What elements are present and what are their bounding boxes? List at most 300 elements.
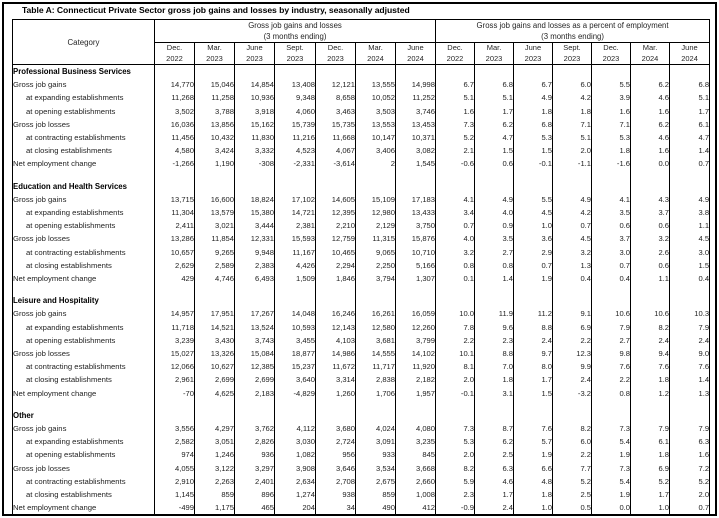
cell-count-1: 3,122 [195,462,235,475]
cell-count-4: 15,735 [316,118,356,131]
cell-count-4: 3,463 [316,105,356,118]
cell-count-4: 8,658 [316,91,356,104]
cell-percent-4: -1.6 [592,157,631,170]
cell-percent-1: 6.2 [475,435,514,448]
spacer-cell [592,171,631,180]
spacer-cell [436,171,475,180]
spacer-cell [235,400,275,409]
table-row [13,219,710,232]
section-header-blank-cell [553,65,592,79]
cell-percent-6: 7.9 [670,321,710,334]
spacer-cell [514,285,553,294]
cell-count-1: 16,600 [195,193,235,206]
cell-percent-6: 4.7 [670,131,710,144]
cell-count-2: 465 [235,501,275,515]
cell-count-3: 3,455 [275,334,316,347]
cell-count-2: 2,383 [235,259,275,272]
cell-percent-0: 1.6 [436,105,475,118]
spacer-cell [631,285,670,294]
table-row [13,347,710,360]
cell-percent-5: 4.3 [631,193,670,206]
cell-count-6: 11,920 [396,360,436,373]
cell-percent-4: 0.6 [592,219,631,232]
cell-count-1: 4,625 [195,387,235,400]
cell-percent-0: 4.0 [436,232,475,245]
cell-percent-2: 8.0 [514,360,553,373]
section-header-blank-cell [514,294,553,307]
cell-count-5: 490 [356,501,396,515]
section-header-blank-cell [670,409,710,422]
section-header-blank-cell [195,65,235,79]
cell-count-2: -308 [235,157,275,170]
cell-percent-3: 2.0 [553,144,592,157]
cell-count-2: 12,331 [235,232,275,245]
spacer-cell [396,171,436,180]
spacer-cell [275,171,316,180]
cell-count-3: 3,908 [275,462,316,475]
section-header-blank-cell [553,180,592,193]
cell-percent-3: -1.1 [553,157,592,170]
table-row [13,435,710,448]
section-header-blank-cell [195,294,235,307]
cell-count-5: 15,109 [356,193,396,206]
year: 2023 [485,53,503,63]
cell-count-5: 933 [356,448,396,461]
cell-count-4: 12,121 [316,78,356,91]
section-header-blank-cell [235,180,275,193]
cell-count-0: 14,957 [155,307,195,320]
cell-percent-0: 0.8 [436,259,475,272]
cell-percent-6: 6.1 [670,118,710,131]
cell-count-4: 11,668 [316,131,356,144]
cell-count-0: 11,304 [155,206,195,219]
cell-percent-0: 5.2 [436,131,475,144]
cell-percent-4: 1.8 [592,144,631,157]
cell-percent-6: 1.6 [670,448,710,461]
row-label: Gross job losses [13,347,155,360]
section-header-blank-cell [275,409,316,422]
month: Mar. [207,43,222,52]
cell-count-0: 13,286 [155,232,195,245]
table-row [13,259,710,272]
cell-count-3: 13,408 [275,78,316,91]
cell-percent-3: 8.2 [553,422,592,435]
cell-percent-3: 2.5 [553,488,592,501]
cell-percent-0: 2.0 [436,448,475,461]
cell-percent-3: 7.7 [553,462,592,475]
cell-count-4: 16,246 [316,307,356,320]
cell-count-1: 2,589 [195,259,235,272]
cell-percent-6: 0.7 [670,157,710,170]
cell-count-0: 1,145 [155,488,195,501]
cell-percent-5: 6.2 [631,78,670,91]
cell-percent-6: 1.4 [670,373,710,386]
cell-percent-5: 0.6 [631,219,670,232]
cell-percent-4: 1.9 [592,488,631,501]
cell-count-3: 1,274 [275,488,316,501]
cell-percent-2: 0.7 [514,259,553,272]
cell-percent-4: 1.6 [592,105,631,118]
row-label: at opening establishments [13,448,155,461]
section-spacer-row [13,171,710,180]
cell-percent-3: 2.2 [553,334,592,347]
cell-percent-2: 4.9 [514,91,553,104]
cell-percent-1: 0.6 [475,157,514,170]
section-header-blank-cell [514,180,553,193]
cell-percent-5: 1.1 [631,272,670,285]
spacer-cell [155,400,195,409]
cell-count-0: 3,502 [155,105,195,118]
cell-count-6: 3,082 [396,144,436,157]
cell-percent-0: 3.4 [436,206,475,219]
header-period-percent-4 [592,43,631,65]
header-period-percent-0 [436,43,475,65]
cell-percent-5: 0.0 [631,157,670,170]
cell-percent-3: 9.9 [553,360,592,373]
cell-count-5: 3,534 [356,462,396,475]
section-header-blank-cell [235,294,275,307]
cell-percent-3: 0.5 [553,501,592,515]
header-group-percent [436,20,710,43]
cell-percent-4: 10.6 [592,307,631,320]
row-label: at closing establishments [13,373,155,386]
cell-percent-2: 1.5 [514,387,553,400]
cell-percent-5: 1.8 [631,373,670,386]
section-header-blank-cell [592,65,631,79]
cell-percent-1: 1.7 [475,488,514,501]
table-row [13,78,710,91]
cell-count-2: 11,830 [235,131,275,144]
section-header-blank-cell [436,65,475,79]
cell-percent-2: 1.8 [514,105,553,118]
cell-count-1: 13,326 [195,347,235,360]
cell-count-1: 3,424 [195,144,235,157]
cell-count-1: 10,627 [195,360,235,373]
cell-count-2: 2,826 [235,435,275,448]
cell-percent-1: 4.6 [475,475,514,488]
cell-percent-3: 6.9 [553,321,592,334]
month: June [407,43,424,52]
section-header-blank-cell [436,294,475,307]
cell-percent-2: 8.8 [514,321,553,334]
section-header-blank-cell [592,180,631,193]
cell-count-0: 3,556 [155,422,195,435]
cell-count-6: 10,371 [396,131,436,144]
header-period-percent-2 [514,43,553,65]
cell-count-2: 2,183 [235,387,275,400]
header-period-percent-3 [553,43,592,65]
section-header-blank-cell [592,409,631,422]
table-row [13,246,710,259]
section-header-blank-cell [396,180,436,193]
cell-count-2: 14,854 [235,78,275,91]
month: Mar. [486,43,502,52]
cell-percent-1: 1.5 [475,144,514,157]
cell-percent-6: 1.4 [670,144,710,157]
cell-percent-3: 4.2 [553,91,592,104]
section-header-blank-cell [155,65,195,79]
cell-count-4: 3,680 [316,422,356,435]
cell-count-2: 3,332 [235,144,275,157]
section-header-blank-cell [356,294,396,307]
cell-count-5: 3,406 [356,144,396,157]
cell-percent-0: 2.2 [436,334,475,347]
cell-percent-0: 2.1 [436,144,475,157]
cell-count-0: 4,580 [155,144,195,157]
section-header-blank-cell [475,65,514,79]
row-label: Gross job losses [13,118,155,131]
row-label: Net employment change [13,387,155,400]
table-body [13,65,710,516]
cell-count-2: 15,084 [235,347,275,360]
section-header-blank-cell [155,180,195,193]
cell-percent-6: 0.4 [670,272,710,285]
gross-job-gains-losses-table [12,19,710,516]
year: 2023 [286,53,304,63]
cell-count-3: 2,634 [275,475,316,488]
section-header-blank-cell [195,409,235,422]
cell-count-3: 17,102 [275,193,316,206]
section-header-blank-cell [195,180,235,193]
table-row [13,307,710,320]
cell-percent-5: 1.2 [631,387,670,400]
table-row [13,501,710,515]
cell-count-1: 11,258 [195,91,235,104]
cell-count-0: 16,036 [155,118,195,131]
cell-count-6: 3,668 [396,462,436,475]
section-header-blank-cell [514,409,553,422]
cell-count-2: 3,444 [235,219,275,232]
header-group-percent-sub: (3 months ending) [541,32,604,41]
section-header-blank-cell [235,65,275,79]
cell-count-3: -4,829 [275,387,316,400]
cell-count-3: 4,060 [275,105,316,118]
table-row [13,91,710,104]
cell-percent-5: 1.8 [631,448,670,461]
table-row [13,118,710,131]
cell-percent-6: 2.4 [670,334,710,347]
cell-percent-2: 11.2 [514,307,553,320]
spacer-cell [195,400,235,409]
cell-percent-3: 1.8 [553,105,592,118]
cell-percent-1: 6.8 [475,78,514,91]
section-header-blank-cell [396,65,436,79]
cell-percent-1: 0.8 [475,259,514,272]
cell-count-1: 14,521 [195,321,235,334]
cell-percent-2: 9.7 [514,347,553,360]
cell-count-0: 13,715 [155,193,195,206]
cell-count-1: 1,190 [195,157,235,170]
cell-percent-3: 1.3 [553,259,592,272]
cell-percent-4: 5.5 [592,78,631,91]
cell-percent-0: 6.7 [436,78,475,91]
section-header-blank-cell [670,294,710,307]
table-row [13,272,710,285]
cell-count-6: 14,102 [396,347,436,360]
spacer-cell [670,285,710,294]
cell-percent-1: 3.1 [475,387,514,400]
year: 2023 [206,53,223,63]
cell-percent-5: 1.6 [631,144,670,157]
year: 2023 [602,53,620,63]
cell-count-0: 2,629 [155,259,195,272]
table-row [13,448,710,461]
cell-percent-5: 4.6 [631,91,670,104]
cell-percent-1: 8.7 [475,422,514,435]
year: 2022 [446,53,464,63]
cell-percent-0: -0.1 [436,387,475,400]
cell-count-3: 10,593 [275,321,316,334]
header-period-counts-5 [356,43,396,65]
cell-percent-3: 7.1 [553,118,592,131]
cell-count-5: 11,717 [356,360,396,373]
spacer-cell [195,285,235,294]
cell-count-4: 1,260 [316,387,356,400]
section-header-blank-cell [670,65,710,79]
cell-percent-2: 6.6 [514,462,553,475]
cell-percent-4: 7.9 [592,321,631,334]
header-period-percent-6 [670,43,710,65]
cell-percent-5: 1.0 [631,501,670,515]
row-label: at opening establishments [13,334,155,347]
spacer-cell [396,285,436,294]
cell-percent-0: 5.9 [436,475,475,488]
spacer-cell [475,400,514,409]
cell-percent-4: 5.4 [592,435,631,448]
spacer-cell [235,285,275,294]
cell-count-6: 3,746 [396,105,436,118]
cell-percent-6: 1.3 [670,387,710,400]
cell-count-1: 13,856 [195,118,235,131]
section-header-blank-cell [316,65,356,79]
spacer-cell [436,285,475,294]
cell-percent-3: 4.9 [553,193,592,206]
cell-percent-5: 1.6 [631,105,670,118]
row-label: Gross job losses [13,232,155,245]
cell-count-3: 4,523 [275,144,316,157]
cell-count-4: 2,708 [316,475,356,488]
cell-count-6: 10,710 [396,246,436,259]
year: 2024 [407,53,424,63]
cell-percent-5: 1.7 [631,488,670,501]
spacer-cell [356,400,396,409]
cell-percent-0: 3.2 [436,246,475,259]
spacer-cell [316,171,356,180]
cell-count-2: 15,380 [235,206,275,219]
cell-count-3: 18,877 [275,347,316,360]
section-header-row [13,65,710,79]
cell-count-2: 9,948 [235,246,275,259]
cell-count-0: 11,718 [155,321,195,334]
table-header [13,20,710,65]
cell-percent-6: 6.8 [670,78,710,91]
cell-percent-5: 6.2 [631,118,670,131]
cell-percent-2: 6.8 [514,118,553,131]
cell-percent-6: 2.0 [670,488,710,501]
cell-percent-6: 1.1 [670,219,710,232]
cell-percent-4: 5.4 [592,475,631,488]
cell-percent-3: 5.2 [553,475,592,488]
cell-count-5: 11,315 [356,232,396,245]
cell-count-1: 1,246 [195,448,235,461]
section-header-blank-cell [475,180,514,193]
cell-count-1: 859 [195,488,235,501]
cell-percent-5: 10.6 [631,307,670,320]
section-header-blank-cell [356,409,396,422]
spacer-cell [631,400,670,409]
cell-count-5: 859 [356,488,396,501]
table-row [13,488,710,501]
section-title: Leisure and Hospitality [13,294,155,307]
cell-count-2: 13,524 [235,321,275,334]
cell-count-4: 14,986 [316,347,356,360]
header-period-percent-1 [475,43,514,65]
header-period-counts-4 [316,43,356,65]
cell-count-2: 18,824 [235,193,275,206]
header-group-percent-label: Gross job gains and losses as a percent of employment [476,21,669,30]
cell-count-3: 4,112 [275,422,316,435]
cell-count-2: 6,493 [235,272,275,285]
cell-percent-4: 7.6 [592,360,631,373]
section-header-blank-cell [396,294,436,307]
cell-percent-0: -0.9 [436,501,475,515]
cell-percent-4: 3.0 [592,246,631,259]
cell-count-5: 12,980 [356,206,396,219]
cell-count-3: 1,082 [275,448,316,461]
table-row [13,232,710,245]
header-period-percent-5 [631,43,670,65]
cell-percent-3: 0.7 [553,219,592,232]
cell-count-5: 12,580 [356,321,396,334]
cell-percent-4: 3.7 [592,232,631,245]
cell-count-1: 3,021 [195,219,235,232]
cell-percent-4: 3.5 [592,206,631,219]
row-label: Gross job gains [13,78,155,91]
cell-percent-6: 3.0 [670,246,710,259]
section-title: Professional Business Services [13,65,155,79]
row-label: Net employment change [13,501,155,515]
year: 2023 [563,53,581,63]
cell-count-4: 1,846 [316,272,356,285]
section-header-blank-cell [396,409,436,422]
table-row [13,422,710,435]
year: 2023 [524,53,542,63]
cell-percent-4: 2.2 [592,373,631,386]
cell-count-4: 14,605 [316,193,356,206]
header-period-counts-0 [155,43,195,65]
month: Sept. [563,43,581,52]
cell-count-3: -2,331 [275,157,316,170]
cell-count-5: 13,553 [356,118,396,131]
cell-count-2: 3,918 [235,105,275,118]
header-group-counts-label: Gross job gains and losses [248,21,342,30]
cell-percent-0: 8.2 [436,462,475,475]
section-header-blank-cell [631,65,670,79]
cell-percent-6: 1.5 [670,259,710,272]
table-frame [2,2,717,516]
cell-count-0: -70 [155,387,195,400]
cell-percent-2: 1.7 [514,373,553,386]
cell-percent-6: 4.9 [670,193,710,206]
spacer-cell [13,285,155,294]
cell-percent-2: 1.9 [514,272,553,285]
cell-percent-5: 5.2 [631,475,670,488]
spacer-cell [514,400,553,409]
row-label: at contracting establishments [13,131,155,144]
cell-percent-0: 0.7 [436,219,475,232]
cell-count-2: 936 [235,448,275,461]
cell-percent-2: 4.8 [514,475,553,488]
